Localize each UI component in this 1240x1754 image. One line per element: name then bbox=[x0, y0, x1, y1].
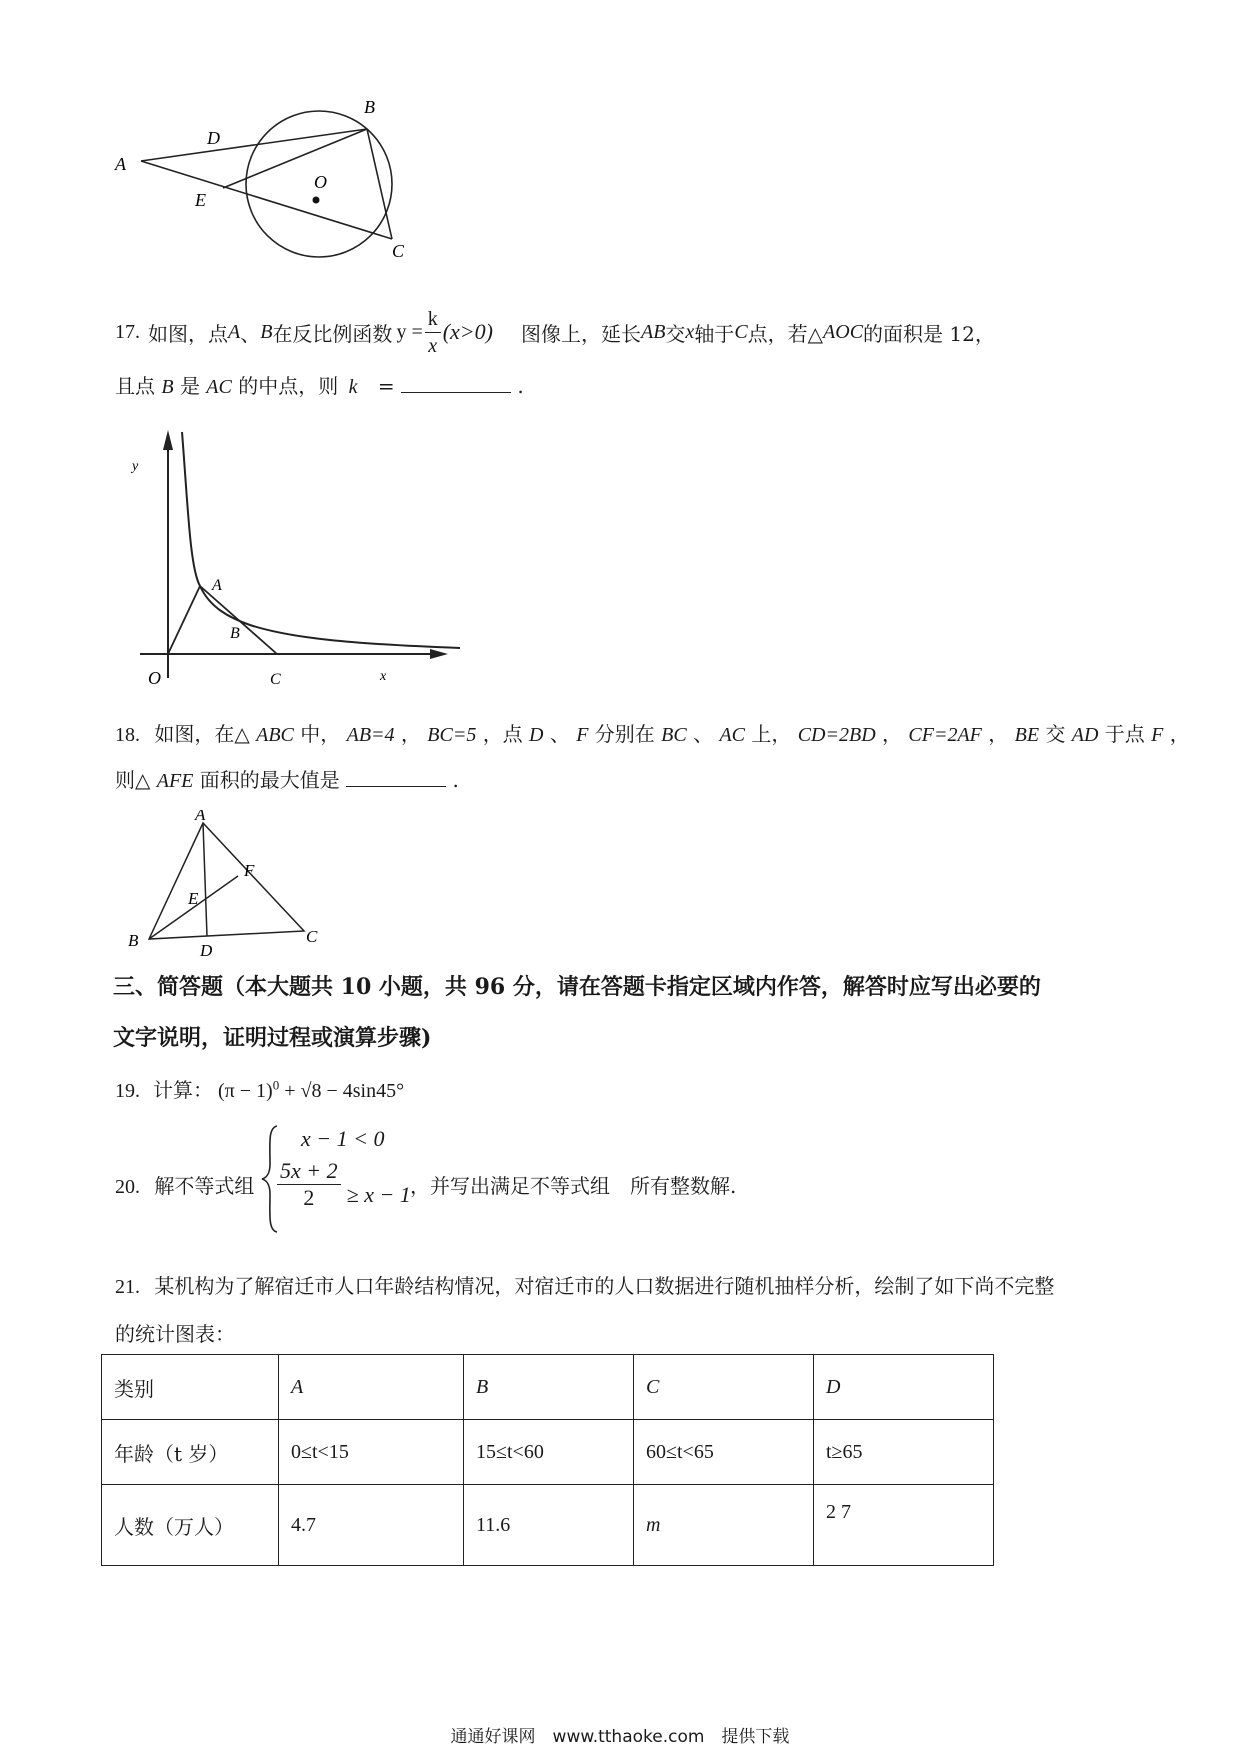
q17-func-fraction bbox=[425, 306, 441, 359]
q20-ineq1: x − 1 < 0 bbox=[301, 1126, 385, 1151]
center-dot-o bbox=[313, 197, 320, 204]
q20-ineq2-rhs: ≥ x − 1 bbox=[346, 1181, 411, 1207]
q18-text: 中， bbox=[300, 722, 341, 746]
q18-bc2: BC bbox=[661, 724, 687, 746]
y-axis-arrow bbox=[163, 430, 173, 450]
q17-pt-b: B bbox=[161, 376, 174, 398]
q17-func-domain: (x>0) bbox=[442, 319, 493, 344]
q18-sep: ， bbox=[400, 722, 421, 746]
segment-ad bbox=[203, 823, 207, 936]
q17-func-lhs: y = bbox=[396, 320, 423, 343]
table-cell: 人数（万人） bbox=[102, 1485, 279, 1566]
section-heading bbox=[113, 970, 1041, 1052]
segment-bc bbox=[367, 129, 392, 239]
label-d: D bbox=[207, 128, 220, 148]
q17-end: . bbox=[517, 374, 524, 398]
q21-text: 某机构为了解宿迁市人口年龄结构情况，对宿迁市的人口数据进行随机抽样分析，绘制了如下尚不完整 bbox=[154, 1274, 1055, 1298]
q17-line1 bbox=[115, 302, 995, 362]
q18-text: 分别在 bbox=[594, 722, 655, 746]
q17-var-a: A bbox=[228, 320, 241, 343]
table-cell: m bbox=[634, 1485, 814, 1566]
table-cell: 年龄（t 岁） bbox=[102, 1420, 279, 1485]
table-cell: 11.6 bbox=[464, 1485, 634, 1566]
label-c: C bbox=[306, 927, 318, 946]
q17-sep: 、 bbox=[240, 321, 261, 346]
q19-label: 计算： bbox=[153, 1078, 213, 1102]
label-f: F bbox=[244, 861, 255, 880]
q20-number: 20. bbox=[115, 1176, 140, 1198]
q17-pt-c: C bbox=[734, 320, 748, 343]
q17-line2 bbox=[115, 370, 524, 399]
q18-number: 18. bbox=[115, 724, 140, 746]
q18-ac: AC bbox=[719, 724, 745, 746]
table-row bbox=[102, 1420, 994, 1485]
q18-text: ， bbox=[1169, 722, 1190, 746]
label-y: y bbox=[132, 459, 139, 474]
q20-frac-num: 5x + 2 bbox=[277, 1158, 341, 1185]
q17-number: 17. bbox=[115, 320, 140, 343]
q17-answer-blank[interactable] bbox=[401, 374, 511, 393]
q19-expr-exp: 0 bbox=[272, 1077, 280, 1093]
table-row bbox=[102, 1485, 994, 1566]
label-e: E bbox=[195, 190, 206, 210]
q18-cf: CF=2AF bbox=[908, 724, 982, 746]
q20-label: 解不等式组 bbox=[154, 1174, 255, 1198]
label-e: E bbox=[188, 889, 199, 908]
q18-answer-blank[interactable] bbox=[346, 768, 446, 787]
q18-line1 bbox=[115, 718, 1190, 747]
q18-text: 面积的最大值是 bbox=[199, 768, 340, 792]
q21-line1 bbox=[115, 1270, 1054, 1299]
label-b: B bbox=[128, 931, 139, 950]
segment-oa bbox=[168, 586, 200, 654]
segment-ab bbox=[141, 129, 367, 161]
page-footer: 通通好课网 www.tthaoke.com 提供下载 bbox=[450, 1727, 790, 1747]
q21-number: 21. bbox=[115, 1276, 140, 1298]
q17-text: 点，若△ bbox=[747, 321, 824, 346]
section-heading-line1: 三、简答题（本大题共 10 小题，共 96 分，请在答题卡指定区域内作答，解答时应写出必要的 bbox=[113, 974, 1041, 1000]
q17-text: 是 bbox=[179, 374, 200, 398]
q20-fraction bbox=[277, 1158, 341, 1211]
q18-text: 于点 bbox=[1104, 722, 1145, 746]
q18-sep: ， bbox=[882, 722, 903, 746]
q18-tri-afe: AFE bbox=[156, 770, 194, 792]
q18-text: 则△ bbox=[115, 768, 151, 792]
q18-f: F bbox=[576, 724, 589, 746]
section-heading-line2: 文字说明，证明过程或演算步骤) bbox=[113, 1025, 432, 1051]
q17-eq: = bbox=[377, 374, 395, 398]
table-cell: 4.7 bbox=[279, 1485, 464, 1566]
q20 bbox=[115, 1124, 1015, 1234]
q18-text: ，点 bbox=[482, 722, 523, 746]
table-cell: A bbox=[279, 1355, 464, 1420]
q17-axis-x: x bbox=[685, 320, 695, 343]
label-c: C bbox=[392, 241, 405, 261]
q18-ad: AD bbox=[1071, 724, 1099, 746]
table-cell: t≥65 bbox=[814, 1420, 994, 1485]
stats-table bbox=[101, 1354, 994, 1566]
q18-end: . bbox=[452, 768, 459, 792]
figure-circle-triangle bbox=[110, 92, 430, 292]
segment-eb bbox=[223, 129, 367, 188]
q20-ineq2 bbox=[275, 1158, 411, 1211]
q18-text: 上， bbox=[751, 722, 792, 746]
q18-sep: ， bbox=[988, 722, 1009, 746]
q17-text: 的面积是 12， bbox=[863, 321, 995, 346]
q18-tri-abc: ABC bbox=[256, 724, 294, 746]
label-b: B bbox=[364, 97, 375, 117]
table-cell: 类别 bbox=[102, 1355, 279, 1420]
q20-tail: ，并写出满足不等式组 所有整数解. bbox=[410, 1174, 737, 1198]
table-cell: C bbox=[634, 1355, 814, 1420]
segment-ac bbox=[200, 586, 277, 654]
q18-bc: BC=5 bbox=[427, 724, 477, 746]
table-cell: 15≤t<60 bbox=[464, 1420, 634, 1485]
q18-be: BE bbox=[1014, 724, 1040, 746]
q17-text: 如图，点 bbox=[148, 321, 228, 346]
q17-text: 图像上，延长 bbox=[520, 321, 641, 346]
q18-sep: 、 bbox=[549, 722, 570, 746]
table-cell: 60≤t<65 bbox=[634, 1420, 814, 1485]
table-cell: D bbox=[814, 1355, 994, 1420]
q21-line2: 的统计图表： bbox=[115, 1322, 235, 1346]
q19 bbox=[115, 1074, 404, 1103]
q17-text: 的中点，则 bbox=[238, 374, 339, 398]
label-o: O bbox=[314, 172, 327, 192]
label-d: D bbox=[200, 941, 213, 960]
q17-text: 轴于 bbox=[694, 321, 735, 346]
x-axis-arrow bbox=[430, 649, 448, 659]
table-cell: 2 7 bbox=[814, 1485, 994, 1566]
label-x: x bbox=[380, 669, 387, 684]
segment-ac bbox=[141, 161, 392, 239]
q19-expr-b: + √8 − 4sin45° bbox=[284, 1080, 405, 1102]
q17-text: 且点 bbox=[115, 374, 155, 398]
q18-f2: F bbox=[1151, 724, 1164, 746]
label-o: O bbox=[148, 668, 161, 688]
table-row bbox=[102, 1355, 994, 1420]
q18-sep: 、 bbox=[693, 722, 714, 746]
q17-func-num: k bbox=[425, 306, 441, 333]
q17-tri: AOC bbox=[823, 320, 864, 343]
q18-line2 bbox=[115, 764, 459, 793]
figure-triangle-abc bbox=[118, 810, 338, 960]
label-c: C bbox=[270, 671, 281, 688]
label-a: A bbox=[115, 154, 126, 174]
q18-text: 如图，在△ bbox=[154, 722, 250, 746]
table-cell: B bbox=[464, 1355, 634, 1420]
triangle-abc bbox=[149, 823, 304, 939]
q19-expr-a: (π − 1) bbox=[218, 1080, 273, 1102]
table-cell: 0≤t<15 bbox=[279, 1420, 464, 1485]
label-a: A bbox=[195, 810, 206, 824]
q17-k: k bbox=[348, 376, 358, 398]
hyperbola-curve bbox=[182, 432, 460, 648]
q17-func-den: x bbox=[428, 334, 438, 357]
q18-d: D bbox=[529, 724, 544, 746]
q18-ab: AB=4 bbox=[346, 724, 395, 746]
figure-hyperbola-graph bbox=[130, 418, 470, 688]
q17-text: 交 bbox=[665, 321, 686, 346]
label-a: A bbox=[212, 577, 222, 594]
q17-seg-ac: AC bbox=[206, 376, 232, 398]
label-b: B bbox=[230, 625, 240, 642]
q17-seg-ab: AB bbox=[640, 320, 666, 343]
q18-text: 交 bbox=[1045, 722, 1066, 746]
q19-number: 19. bbox=[115, 1080, 140, 1102]
q20-frac-den: 2 bbox=[303, 1185, 315, 1210]
q17-text: 在反比例函数 bbox=[272, 321, 393, 346]
q17-var-b: B bbox=[260, 320, 273, 343]
q18-cd: CD=2BD bbox=[797, 724, 876, 746]
